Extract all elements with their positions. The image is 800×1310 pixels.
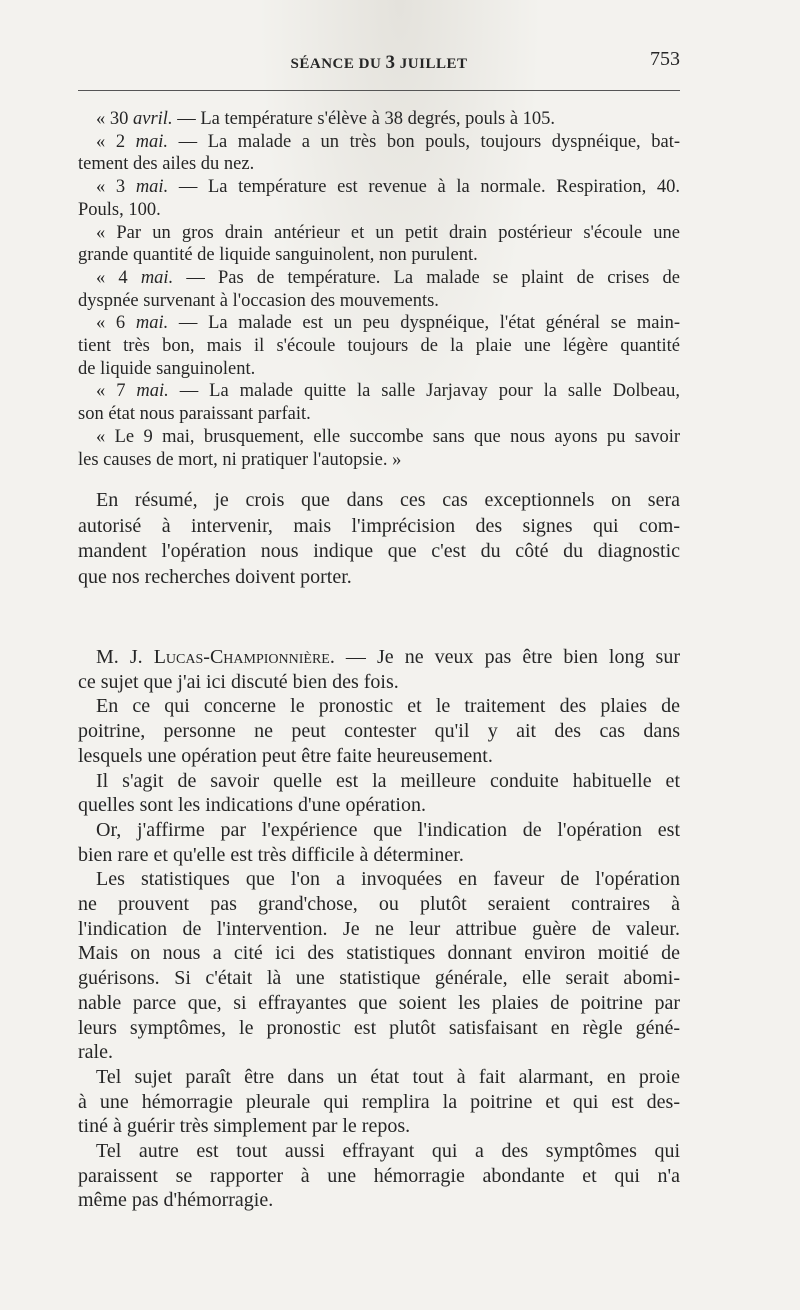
paragraph bbox=[78, 818, 680, 867]
text-line bbox=[78, 867, 680, 892]
paragraph bbox=[78, 267, 680, 312]
text-segment: Tel autre est tout aussi effrayant qui a des symptômes qui bbox=[96, 1140, 680, 1163]
paragraph bbox=[78, 867, 680, 1065]
text-line bbox=[78, 358, 680, 381]
text-line bbox=[78, 744, 680, 769]
text-line bbox=[78, 843, 680, 868]
running-title bbox=[78, 52, 680, 74]
text-line bbox=[78, 670, 680, 695]
text-line bbox=[78, 176, 680, 199]
text-segment: Il s'agit de savoir quelle est la meilleure conduite habituelle et bbox=[96, 769, 680, 792]
text-segment: de liquide sanguinolent. bbox=[78, 358, 256, 379]
text-line bbox=[78, 892, 680, 917]
text-line bbox=[78, 1016, 680, 1041]
text-segment: Lucas-Championnière bbox=[153, 646, 330, 668]
text-line bbox=[78, 1139, 680, 1164]
text-segment: leurs symptômes, le pronostic est plutôt satisfaisant en règle géné- bbox=[78, 1016, 680, 1039]
text-segment: tement des ailes du nez. bbox=[78, 154, 255, 175]
text-line bbox=[78, 694, 680, 719]
text-segment: Tel sujet paraît être dans un état tout à fait alarmant, en proie bbox=[96, 1065, 680, 1088]
header-rule bbox=[78, 90, 680, 91]
text-segment: poitrine, personne ne peut contester qu'il y ait des cas dans bbox=[78, 720, 680, 743]
text-line bbox=[78, 941, 680, 966]
text-segment: « Par un gros drain antérieur et un petit drain postérieur s'écoule une bbox=[96, 222, 680, 243]
paragraph bbox=[78, 488, 680, 590]
text-segment: — La température s'élève à 38 degrés, pouls à 105. bbox=[172, 109, 556, 129]
paragraph bbox=[78, 1065, 680, 1139]
paragraph bbox=[78, 108, 680, 131]
text-segment: lesquels une opération peut être faite heureusement. bbox=[78, 744, 493, 767]
text-segment: nable parce que, si effrayantes que soient les plaies de poitrine par bbox=[78, 991, 680, 1014]
text-segment: mai. bbox=[135, 131, 169, 152]
paragraph bbox=[78, 694, 680, 768]
text-segment: paraissent se rapporter à une hémorragie abondante et qui n'a bbox=[78, 1164, 680, 1187]
text-segment: « 4 bbox=[96, 267, 141, 288]
text-segment: grande quantité de liquide sanguinolent, non purulent. bbox=[78, 245, 478, 266]
text-segment: M. J. bbox=[96, 646, 154, 668]
text-line bbox=[78, 514, 680, 540]
text-segment: — La température est revenue à la normale. Respiration, 40. bbox=[168, 177, 680, 198]
text-line bbox=[78, 818, 680, 843]
text-segment: « 3 bbox=[96, 177, 136, 198]
paragraph bbox=[78, 380, 680, 425]
paragraph bbox=[78, 769, 680, 818]
text-segment: ce sujet que j'ai ici discuté bien des fois. bbox=[78, 670, 399, 693]
text-segment: tient très bon, mais il s'écoule toujours de la plaie une légère quantité bbox=[78, 336, 680, 357]
page-header bbox=[78, 48, 680, 78]
text-segment: — La malade est un peu dyspnéique, l'état général se main- bbox=[168, 313, 681, 334]
text-line bbox=[78, 645, 680, 670]
text-line bbox=[78, 199, 680, 222]
text-segment: mai. bbox=[136, 381, 169, 402]
text-segment: à une hémorragie pleurale qui remplira la poitrine et qui est des- bbox=[78, 1090, 680, 1113]
text-segment: son état nous paraissant parfait. bbox=[78, 404, 311, 425]
text-segment: tiné à guérir très simplement par le repos. bbox=[78, 1115, 411, 1138]
text-segment: avril. bbox=[133, 109, 173, 129]
text-line bbox=[78, 565, 680, 591]
text-segment: mai. bbox=[140, 267, 174, 288]
text-segment: autorisé à intervenir, mais l'imprécision des signes qui com- bbox=[78, 514, 680, 537]
text-segment: mandent l'opération nous indique que c'est du côté du diagnostic bbox=[78, 540, 680, 563]
text-segment: rale. bbox=[78, 1041, 113, 1064]
page-number: 753 bbox=[650, 48, 680, 70]
text-segment: « 2 bbox=[96, 131, 136, 152]
summary-paragraph bbox=[78, 488, 680, 590]
text-segment: « 30 bbox=[96, 109, 133, 129]
paragraph bbox=[78, 312, 680, 380]
text-segment: dyspnée survenant à l'occasion des mouvements. bbox=[78, 290, 439, 311]
text-line bbox=[78, 426, 680, 449]
text-segment: « 7 bbox=[96, 381, 137, 402]
text-segment: Mais on nous a cité ici des statistiques donnant environ moitié de bbox=[78, 942, 680, 965]
lucas-championniere-remarks bbox=[78, 645, 680, 1213]
text-line bbox=[78, 1040, 680, 1065]
text-segment: — La malade quitte la salle Jarjavay pour la salle Dolbeau, bbox=[168, 381, 681, 402]
case-notes-quotation bbox=[78, 108, 680, 471]
text-segment: quelles sont les indications d'une opération. bbox=[78, 794, 426, 817]
text-line bbox=[78, 335, 680, 358]
text-line bbox=[78, 153, 680, 176]
text-line bbox=[78, 290, 680, 313]
text-line bbox=[78, 1114, 680, 1139]
text-segment: « Le 9 mai, brusquement, elle succombe sans que nous ayons pu savoir bbox=[96, 426, 680, 447]
text-segment: . — Je ne veux pas être bien long sur bbox=[329, 646, 680, 668]
paragraph bbox=[78, 1139, 680, 1213]
text-line bbox=[78, 1188, 680, 1213]
paragraph bbox=[78, 222, 680, 267]
text-line bbox=[78, 267, 680, 290]
text-line bbox=[78, 449, 680, 472]
text-line bbox=[78, 966, 680, 991]
text-line bbox=[78, 793, 680, 818]
text-line bbox=[78, 917, 680, 942]
text-line bbox=[78, 108, 680, 131]
text-segment: l'indication de l'intervention. Je ne leur attribue guère de valeur. bbox=[78, 917, 680, 940]
text-line bbox=[78, 312, 680, 335]
text-segment: guérisons. Si c'était là une statistique générale, elle serait abomi- bbox=[78, 967, 680, 990]
running-title-number: 3 bbox=[385, 52, 396, 73]
text-line bbox=[78, 539, 680, 565]
paragraph bbox=[78, 426, 680, 471]
text-segment: — La malade a un très bon pouls, toujours dyspnéique, bat- bbox=[168, 131, 680, 152]
text-line bbox=[78, 1065, 680, 1090]
text-line bbox=[78, 380, 680, 403]
paragraph bbox=[78, 176, 680, 221]
paragraph bbox=[78, 645, 680, 694]
text-segment: mai. bbox=[135, 177, 169, 198]
text-line bbox=[78, 1090, 680, 1115]
text-segment: « 6 bbox=[96, 313, 136, 334]
text-segment: même pas d'hémorragie. bbox=[78, 1189, 274, 1212]
text-segment: Les statistiques que l'on a invoquées en faveur de l'opération bbox=[96, 868, 680, 891]
text-segment: les causes de mort, ni pratiquer l'autopsie. » bbox=[78, 449, 402, 470]
text-line bbox=[78, 1164, 680, 1189]
text-segment: Or, j'affirme par l'expérience que l'indication de l'opération est bbox=[96, 818, 680, 841]
paragraph bbox=[78, 131, 680, 176]
text-segment: En résumé, je crois que dans ces cas exceptionnels on sera bbox=[96, 489, 680, 511]
text-line bbox=[78, 403, 680, 426]
text-line bbox=[78, 719, 680, 744]
text-line bbox=[78, 991, 680, 1016]
text-segment: bien rare et qu'elle est très difficile à déterminer. bbox=[78, 843, 464, 866]
text-segment: ne prouvent pas grand'chose, ou plutôt seraient contraires à bbox=[78, 893, 680, 916]
running-title-text: SÉANCE DU bbox=[290, 56, 386, 72]
running-title-text: JUILLET bbox=[395, 56, 468, 72]
text-line bbox=[78, 244, 680, 267]
text-segment: En ce qui concerne le pronostic et le traitement des plaies de bbox=[96, 695, 680, 718]
text-segment: — Pas de température. La malade se plaint de crises de bbox=[173, 267, 680, 288]
text-segment: que nos recherches doivent porter. bbox=[78, 565, 352, 588]
text-line bbox=[78, 222, 680, 245]
text-line bbox=[78, 131, 680, 154]
text-line bbox=[78, 769, 680, 794]
text-line bbox=[78, 488, 680, 514]
text-segment: mai. bbox=[135, 313, 169, 334]
text-segment: Pouls, 100. bbox=[78, 199, 161, 220]
